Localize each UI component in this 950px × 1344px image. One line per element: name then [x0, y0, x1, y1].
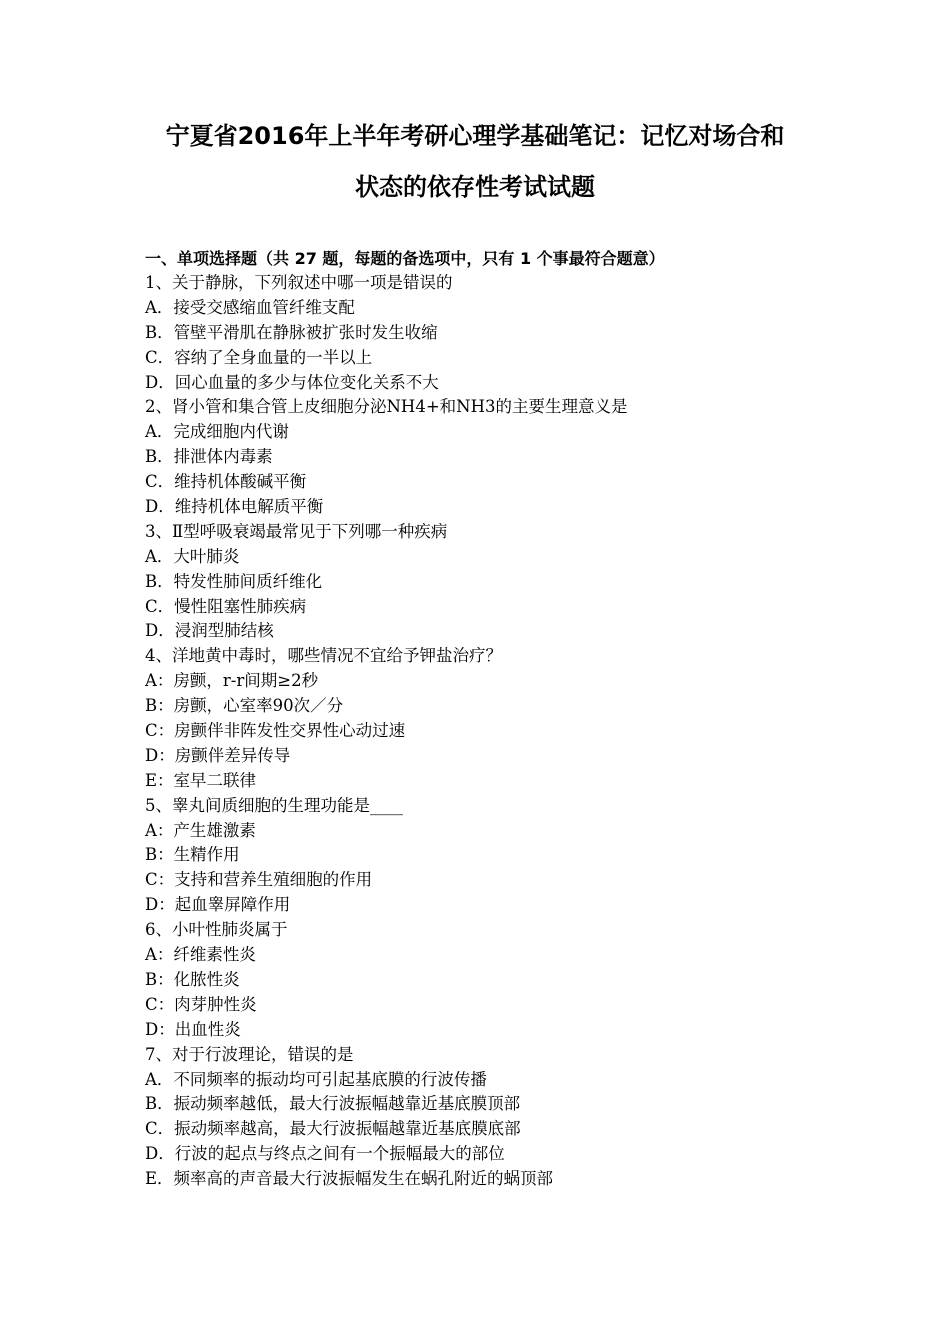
question-3 — [145, 520, 845, 644]
answer-option: A：纤维素性炎 — [145, 945, 256, 965]
answer-option: C：肉芽肿性炎 — [145, 994, 257, 1014]
question-stem: 3、Ⅱ型呼吸衰竭最常见于下列哪一种疾病 — [145, 521, 448, 541]
answer-option: A：产生雄激素 — [145, 820, 256, 840]
answer-option: E：室早二联律 — [145, 770, 257, 790]
answer-option: B．排泄体内毒素 — [145, 447, 273, 467]
answer-option: C．维持机体酸碱平衡 — [145, 472, 307, 492]
answer-option: C．慢性阻塞性肺疾病 — [145, 596, 307, 616]
answer-option: D．行波的起点与终点之间有一个振幅最大的部位 — [145, 1144, 505, 1164]
question-stem: 4、洋地黄中毒时，哪些情况不宜给予钾盐治疗？ — [145, 646, 502, 666]
question-stem: 7、对于行波理论，错误的是 — [145, 1044, 354, 1064]
answer-option: D：起血睾屏障作用 — [145, 895, 291, 915]
document-title-line-2: 状态的依存性考试试题 — [355, 173, 595, 201]
question-1 — [145, 271, 845, 395]
question-2 — [145, 395, 845, 519]
answer-option: A．不同频率的振动均可引起基底膜的行波传播 — [145, 1069, 487, 1089]
answer-option: B：化脓性炎 — [145, 969, 240, 989]
answer-option: B．振动频率越低，最大行波振幅越靠近基底膜顶部 — [145, 1094, 521, 1114]
answer-option: A．完成细胞内代谢 — [145, 422, 289, 442]
question-stem: 5、睾丸间质细胞的生理功能是____ — [145, 795, 403, 815]
answer-option: B：房颤，心室率90次／分 — [145, 696, 344, 716]
question-stem: 2、肾小管和集合管上皮细胞分泌NH4+和NH3的主要生理意义是 — [145, 397, 628, 417]
document-body — [145, 246, 845, 1192]
question-5 — [145, 794, 845, 918]
answer-option: A：房颤，r-r间期≥2秒 — [145, 671, 319, 691]
answer-option: A．大叶肺炎 — [145, 546, 240, 566]
section-heading: 一、单项选择题（共 27 题，每题的备选项中，只有 1 个事最符合题意） — [145, 249, 665, 268]
question-stem: 6、小叶性肺炎属于 — [145, 920, 288, 940]
document-title-line-1: 宁夏省2016年上半年考研心理学基础笔记：记忆对场合和 — [165, 122, 785, 150]
question-stem: 1、关于静脉，下列叙述中哪一项是错误的 — [145, 273, 453, 292]
question-6 — [145, 918, 845, 1042]
answer-option: C：支持和营养生殖细胞的作用 — [145, 870, 373, 890]
answer-option: D：房颤伴差异传导 — [145, 745, 291, 765]
question-4 — [145, 644, 845, 793]
answer-option: D．维持机体电解质平衡 — [145, 497, 324, 517]
answer-option: D：出血性炎 — [145, 1019, 241, 1039]
answer-option: B：生精作用 — [145, 845, 240, 865]
answer-option: D．回心血量的多少与体位变化关系不大 — [145, 372, 439, 392]
answer-option: C．容纳了全身血量的一半以上 — [145, 347, 373, 367]
answer-option: E．频率高的声音最大行波振幅发生在蜗孔附近的蜗顶部 — [145, 1169, 554, 1189]
question-7 — [145, 1043, 845, 1192]
answer-option: B．特发性肺间质纤维化 — [145, 571, 323, 591]
answer-option: C：房颤伴非阵发性交界性心动过速 — [145, 721, 406, 741]
answer-option: C．振动频率越高，最大行波振幅越靠近基底膜底部 — [145, 1119, 521, 1139]
answer-option: A．接受交感缩血管纤维支配 — [145, 297, 355, 317]
answer-option: D．浸润型肺结核 — [145, 621, 274, 641]
answer-option: B．管壁平滑肌在静脉被扩张时发生收缩 — [145, 322, 438, 342]
